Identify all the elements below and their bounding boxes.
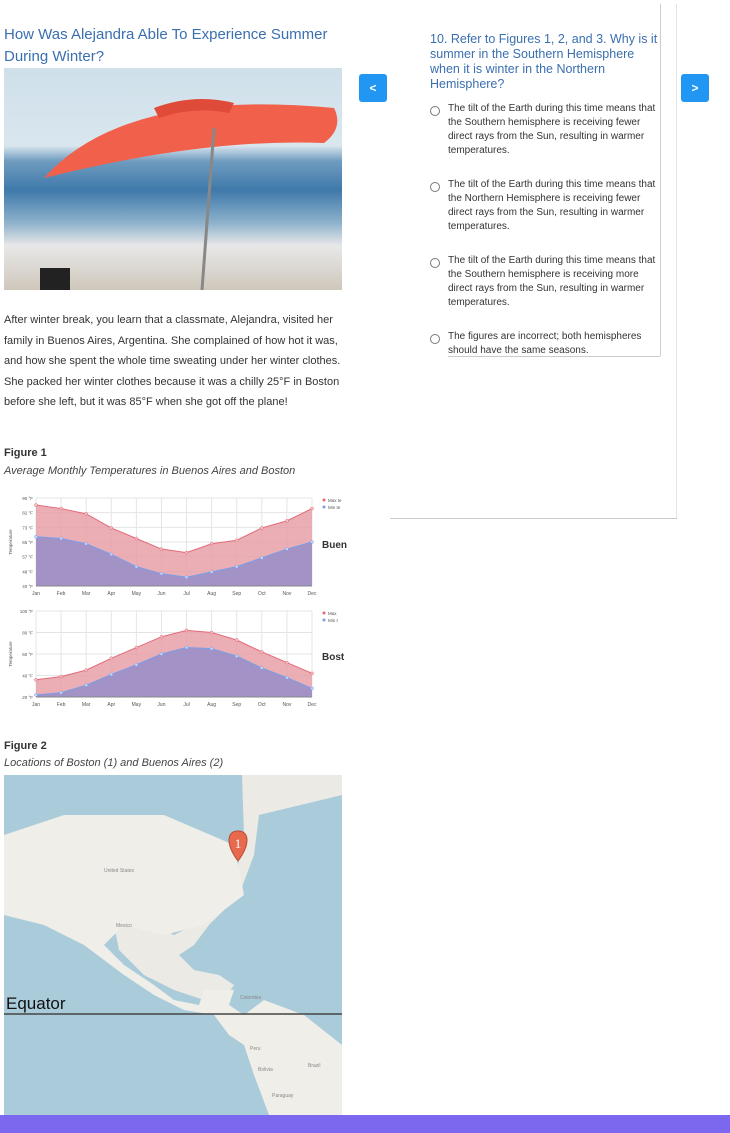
x-tick-label: Jul (183, 702, 190, 708)
max-point (260, 650, 263, 653)
max-point (210, 631, 213, 634)
x-tick-label: Sep (232, 591, 242, 597)
buenos-aires-temperature-chart (0, 490, 350, 602)
max-point (110, 657, 113, 660)
y-tick-label: 57 °F (22, 554, 33, 560)
question-text: 10. Refer to Figures 1, 2, and 3. Why is it summer in the Southern Hemisphere when it is winter in the Northern Hemisphere? (430, 32, 658, 91)
min-point (135, 565, 138, 568)
y-tick-label: 80 °F (22, 630, 33, 636)
boston-temperature-chart (0, 603, 350, 713)
chart-title: Bost (322, 652, 345, 663)
y-axis-label: Temperature (8, 641, 13, 667)
x-tick-label: Oct (257, 591, 266, 597)
min-point (285, 548, 288, 551)
min-point (160, 572, 163, 575)
x-tick-label: Nov (282, 702, 292, 708)
min-point (60, 537, 63, 540)
max-point (285, 661, 288, 664)
option-text: The figures are incorrect; both hemispheres should have the same seasons. (448, 331, 642, 356)
legend-label: Min te (328, 505, 341, 510)
figure2-caption: Locations of Boston (1) and Buenos Aires (2) (4, 757, 224, 769)
radio-button[interactable] (430, 106, 440, 116)
legend-marker (323, 612, 326, 615)
answer-option-3[interactable] (430, 254, 662, 310)
min-point (260, 666, 263, 669)
max-point (85, 669, 88, 672)
max-point (185, 551, 188, 554)
map-label-colombia: Colombia (240, 995, 262, 1001)
equator-label: Equator (6, 994, 66, 1013)
y-tick-label: 100 °F (19, 609, 33, 614)
next-button[interactable]: > (681, 74, 709, 102)
max-point (311, 672, 314, 675)
min-point (85, 542, 88, 545)
x-tick-label: Mar (81, 591, 91, 597)
x-tick-label: Jun (157, 591, 166, 597)
x-tick-label: Feb (56, 591, 66, 597)
max-point (135, 646, 138, 649)
max-point (135, 537, 138, 540)
min-point (35, 693, 38, 696)
legend-label: Max (328, 611, 337, 616)
y-tick-label: 40 °F (22, 673, 33, 679)
min-point (160, 653, 163, 656)
article-title: How Was Alejandra Able To Experience Summer During Winter? (4, 26, 328, 65)
y-tick-label: 48 °F (22, 569, 33, 575)
x-tick-label: Sep (232, 702, 242, 708)
figure2-label: Figure 2 (4, 740, 47, 752)
min-point (235, 565, 238, 568)
y-tick-label: 65 °F (22, 540, 33, 545)
max-point (60, 507, 63, 510)
x-tick-label: Aug (207, 591, 217, 597)
radio-button[interactable] (430, 334, 440, 344)
x-tick-label: Apr (107, 702, 116, 708)
figure1-label: Figure 1 (4, 447, 47, 459)
min-point (110, 673, 113, 676)
max-point (60, 675, 63, 678)
panel-border-outer (676, 4, 677, 518)
x-tick-label: Nov (282, 591, 292, 597)
y-axis-label: Temperature (8, 529, 13, 555)
min-point (185, 576, 188, 579)
min-point (35, 535, 38, 538)
max-point (311, 507, 314, 510)
x-tick-label: Feb (56, 702, 66, 708)
option-text: The tilt of the Earth during this time means that the Southern hemisphere is receiving fewer direct rays from the Sun, resulting in warmer temperatures. (448, 103, 656, 156)
max-point (35, 504, 38, 507)
x-tick-label: Jul (183, 591, 190, 597)
map-label-bolivia: Bolivia (258, 1067, 273, 1073)
x-tick-label: Dec (307, 591, 317, 597)
min-point (110, 553, 113, 556)
max-point (160, 548, 163, 551)
max-point (285, 519, 288, 522)
max-point (160, 635, 163, 638)
max-point (235, 639, 238, 642)
max-point (260, 526, 263, 529)
min-point (311, 541, 314, 544)
y-tick-label: 40 °F (22, 584, 33, 589)
map-label-mexico: Mexico (116, 923, 132, 929)
min-point (135, 663, 138, 666)
radio-button[interactable] (430, 182, 440, 192)
map (4, 775, 342, 1115)
max-point (35, 678, 38, 681)
legend-marker (323, 619, 326, 622)
marker-number: 1 (234, 836, 242, 851)
min-point (210, 570, 213, 573)
map-label-brazil: Brazil (308, 1063, 321, 1069)
chart-title: Buen (322, 540, 347, 551)
x-tick-label: May (131, 591, 142, 597)
min-point (85, 684, 88, 687)
min-point (311, 687, 314, 690)
min-point (60, 691, 63, 694)
min-point (285, 676, 288, 679)
map-label-peru: Peru (250, 1046, 261, 1052)
max-point (210, 542, 213, 545)
x-tick-label: Jan (31, 702, 41, 708)
story-text: After winter break, you learn that a classmate, Alejandra, visited her family in Buenos Aires, Argentina. She complained of how hot it was, and how she spent the whole time sweating under her winter clothes. She packed her winter clothes because it was a chilly 25°F in Boston before she left, but it was 85°F when she got off the plane! (4, 314, 341, 408)
max-point (110, 526, 113, 529)
legend-label: Min t (328, 618, 338, 623)
x-tick-label: Aug (207, 702, 217, 708)
legend-label: Max te (328, 498, 342, 503)
legend-marker (323, 499, 326, 502)
x-tick-label: May (131, 702, 142, 708)
option-text: The tilt of the Earth during this time means that the Southern hemisphere is receiving more direct rays from the Sun, resulting in warmer temperatures. (448, 255, 656, 308)
answer-option-1[interactable] (430, 102, 662, 158)
map-canvas (4, 775, 342, 1115)
x-tick-label: Jun (157, 702, 166, 708)
option-text: The tilt of the Earth during this time means that the Northern Hemisphere is receiving fewer direct rays from the Sun, resulting in warmer temperatures. (448, 179, 656, 232)
bottom-bar (0, 1115, 730, 1133)
map-label-united-states: United States (104, 868, 135, 874)
x-tick-label: Jan (31, 591, 41, 597)
y-tick-label: 20 °F (22, 695, 33, 700)
radio-button[interactable] (430, 258, 440, 268)
min-point (260, 556, 263, 559)
answer-option-2[interactable] (430, 178, 662, 234)
previous-button[interactable]: < (359, 74, 387, 102)
map-label-paraguay: Paraguay (272, 1093, 294, 1099)
x-tick-label: Mar (81, 702, 91, 708)
figure1-caption: Average Monthly Temperatures in Buenos Aires and Boston (4, 465, 296, 477)
beach-photo (4, 68, 342, 290)
max-point (235, 539, 238, 542)
umbrella-illustration (4, 68, 342, 290)
y-tick-label: 90 °F (22, 496, 33, 501)
legend-marker (323, 506, 326, 509)
y-tick-label: 60 °F (22, 652, 33, 657)
y-tick-label: 73 °F (22, 525, 33, 531)
y-tick-label: 82 °F (22, 510, 33, 516)
answer-option-4[interactable] (430, 330, 662, 358)
max-point (185, 629, 188, 632)
min-point (235, 655, 238, 658)
min-point (210, 647, 213, 650)
x-tick-label: Oct (257, 702, 266, 708)
min-point (185, 646, 188, 649)
panel-divider (390, 518, 677, 519)
question-panel (430, 32, 662, 358)
x-tick-label: Apr (107, 591, 116, 597)
x-tick-label: Dec (307, 702, 317, 708)
max-point (85, 512, 88, 515)
